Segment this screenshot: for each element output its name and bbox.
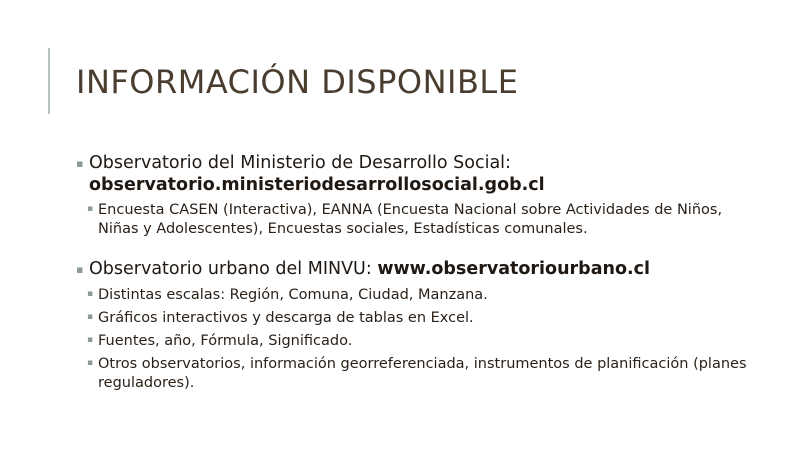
bullet-icon: ▪ <box>87 289 94 299</box>
bullet-text: Observatorio del Ministerio de Desarrollo Social: <box>89 153 511 173</box>
subbullet-item <box>87 201 756 239</box>
bullet-list <box>76 152 756 393</box>
subbullet-text: Gráficos interactivos y descarga de tablas en Excel. <box>98 310 474 326</box>
bullet-text: Observatorio urbano del MINVU: <box>89 259 372 279</box>
bullet-icon: ▪ <box>87 335 94 345</box>
bullet-icon: ▪ <box>87 312 94 322</box>
bullet-item-ministerio <box>76 152 756 196</box>
subbullet-text: Encuesta CASEN (Interactiva), EANNA (Encuesta Nacional sobre Actividades de Niños, Niñas y Adolescentes), Encuestas sociales, Estadísticas comunales. <box>98 202 723 237</box>
title-accent-bar <box>48 48 50 114</box>
bullet-icon: ▪ <box>76 157 84 170</box>
subbullet-text: Fuentes, año, Fórmula, Significado. <box>98 333 353 349</box>
bullet-item-minvu <box>76 258 756 280</box>
bullet-icon: ▪ <box>87 204 94 214</box>
link-minvu[interactable]: www.observatoriourbano.cl <box>377 259 651 279</box>
bullet-icon: ▪ <box>87 358 94 368</box>
subbullet-item <box>87 332 756 351</box>
slide-title: INFORMACIÓN DISPONIBLE <box>76 63 519 101</box>
bullet-icon: ▪ <box>76 263 84 276</box>
subbullet-item <box>87 286 756 305</box>
link-ministerio[interactable]: observatorio.ministeriodesarrollosocial.gob.cl <box>89 175 545 195</box>
subbullet-text: Otros observatorios, información georreferenciada, instrumentos de planificación (planes reguladores). <box>98 356 747 391</box>
subbullet-item <box>87 309 756 328</box>
subbullet-item <box>87 355 756 393</box>
subbullet-text: Distintas escalas: Región, Comuna, Ciudad, Manzana. <box>98 287 488 303</box>
